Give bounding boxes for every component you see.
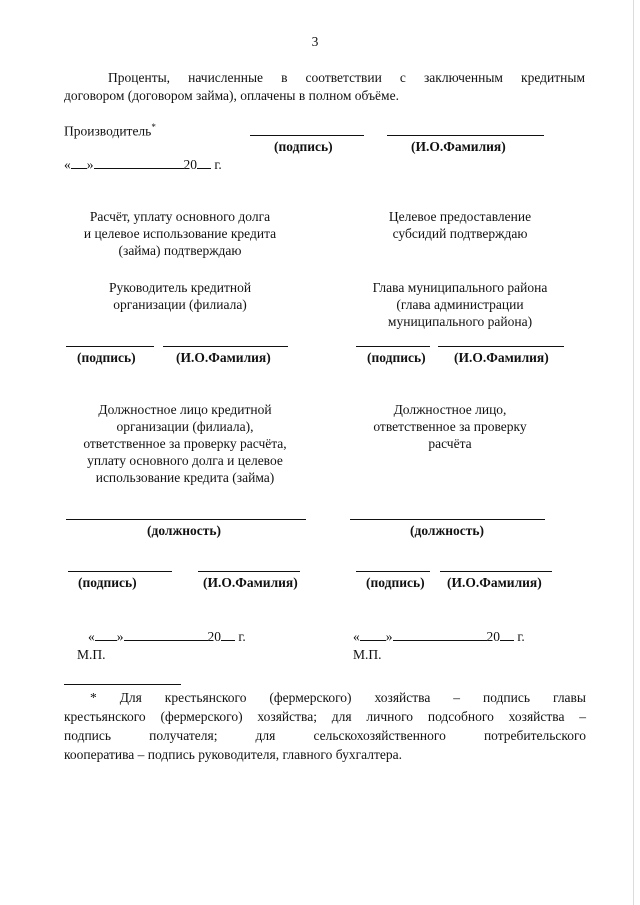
left-signature-caption: (подпись) [77,350,136,365]
right-name-line [438,346,564,347]
right-confirmation: Целевое предоставление субсидий подтверждаю [388,209,532,241]
producer-name-line [387,135,544,136]
footnote-line-3: подпись получателя; для сельскохозяйственного потребительского [64,728,586,743]
right-position-caption: (должность) [410,523,485,538]
left-role: Руководитель кредитной организации (филиала) [108,280,252,312]
footnote-line-1: * Для крестьянского (фермерского) хозяйства – подпись главы [90,690,586,705]
right-name-line-2 [440,571,552,572]
left-name-caption-2: (И.О.Фамилия) [203,575,298,590]
footnote-rule [64,684,181,685]
intro-line-2: договором (договором займа), оплачены в полном объёме. [64,88,399,103]
left-position-line [66,519,306,520]
left-stamp: М.П. [77,647,106,662]
footnote-line-4: кооператива – подпись руководителя, главного бухгалтера. [64,747,402,762]
left-official: Должностное лицо кредитной организации (филиала), ответственное за проверку расчёта, уплату основного долга и целевое использование кредита (займа) [83,402,287,485]
right-signature-caption-2: (подпись) [366,575,425,590]
left-signature-caption-2: (подпись) [78,575,137,590]
producer-label: Производитель* [64,122,156,139]
footnote-line-2: крестьянского (фермерского) хозяйства; для личного подсобного хозяйства – [64,709,586,724]
left-confirmation: Расчёт, уплату основного долга и целевое использование кредита (займа) подтверждаю [83,209,277,258]
right-stamp: М.П. [353,647,382,662]
right-position-line [350,519,545,520]
right-signature-line-2 [356,571,430,572]
left-name-line-2 [198,571,300,572]
left-signature-line-2 [68,571,172,572]
right-signature-caption: (подпись) [367,350,426,365]
scan-edge [633,0,634,905]
right-date: « » 20 г. [353,629,525,644]
right-signature-line [356,346,430,347]
right-role: Глава муниципального района (глава администрации муниципального района) [372,280,548,329]
producer-signature-caption: (подпись) [274,139,333,154]
left-position-caption: (должность) [147,523,222,538]
left-signature-line [66,346,154,347]
footnote-mark: * [151,122,156,132]
producer-signature-line [250,135,364,136]
right-name-caption-2: (И.О.Фамилия) [447,575,542,590]
left-name-line [163,346,288,347]
intro-line-1: Проценты, начисленные в соответствии с заключенным кредитным [108,70,585,85]
left-date: « » 20 г. [88,629,246,644]
right-official: Должностное лицо, ответственное за проверку расчёта [373,402,527,451]
producer-date: « » 20 г. [64,157,222,172]
left-name-caption: (И.О.Фамилия) [176,350,271,365]
producer-name-caption: (И.О.Фамилия) [411,139,506,154]
right-name-caption: (И.О.Фамилия) [454,350,549,365]
page-number: 3 [311,34,319,49]
